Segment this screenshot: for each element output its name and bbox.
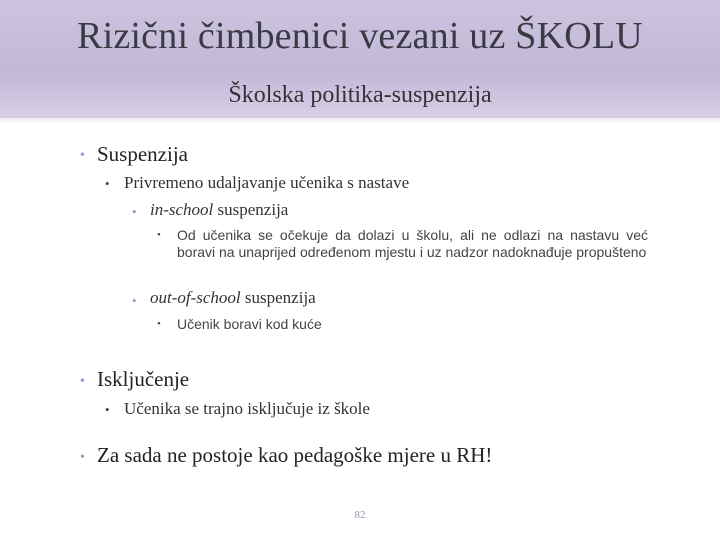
bullet-in-school (150, 200, 288, 220)
bullet-suspenzija: Suspenzija (97, 142, 188, 166)
out-of-school-term: out-of-school (150, 288, 241, 307)
slide-title: Rizični čimbenici vezani uz ŠKOLU (77, 15, 643, 57)
out-of-school-rest: suspenzija (240, 288, 316, 307)
bullet-za-sada: Za sada ne postoje kao pedagoške mjere u RH! (97, 443, 493, 467)
bullet-icon: • (105, 402, 110, 417)
slide-subtitle: Školska politika-suspenzija (228, 82, 492, 108)
in-school-rest: suspenzija (213, 200, 289, 219)
bullet-icon: • (157, 318, 161, 330)
bullet-out-of-school-detail: Učenik boravi kod kuće (177, 316, 322, 332)
bullet-in-school-detail: Od učenika se očekuje da dolazi u školu, ali ne odlazi na nastavu već boravi na unaprijed određenom mjestu i uz nadzor nadoknađuje propušteno (177, 227, 648, 260)
bullet-icon: • (132, 204, 137, 219)
page-number: 82 (354, 509, 366, 521)
in-school-term: in-school (150, 200, 214, 219)
bullet-iskljucenje: Isključenje (97, 367, 190, 391)
bullet-privremeno: Privremeno udaljavanje učenika s nastave (124, 173, 410, 192)
bullet-icon: • (105, 176, 110, 191)
bullet-icon: • (157, 229, 161, 241)
bullet-icon: • (80, 148, 85, 163)
bullet-icon: • (80, 450, 85, 465)
bullet-icon: • (80, 374, 85, 389)
bullet-out-of-school (150, 288, 316, 308)
bullet-icon: • (132, 293, 137, 308)
bullet-trajno: Učenika se trajno isključuje iz škole (124, 399, 370, 418)
